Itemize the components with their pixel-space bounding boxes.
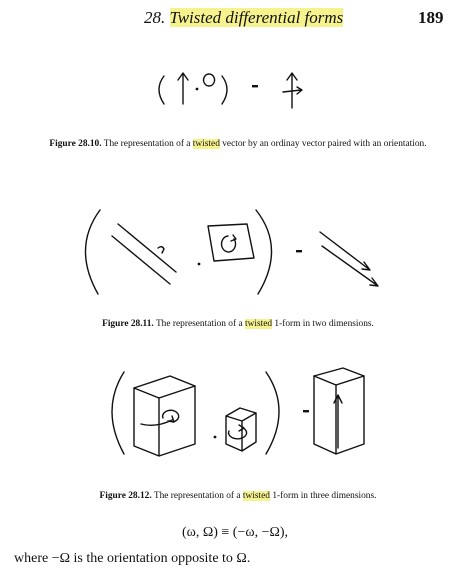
- orientation-circle-icon: [204, 74, 215, 86]
- figure-28-11-caption: Figure 28.11. The representation of a twisted 1-form in two dimensions.: [102, 319, 374, 329]
- pairing-dot: [198, 263, 201, 266]
- prism-top: [134, 376, 195, 398]
- chapter-title: Twisted differential forms: [169, 8, 344, 27]
- twisted-line-1: [320, 232, 370, 270]
- orientation-arrow-icon: [222, 235, 236, 252]
- figure-28-10-drawing: [0, 56, 470, 116]
- right-paren: [266, 372, 279, 454]
- orientation-square: [208, 224, 254, 261]
- vector-arrow-icon: [178, 73, 188, 104]
- twisted-prism-walls: [314, 376, 364, 454]
- left-paren: [159, 76, 164, 104]
- right-paren: [256, 210, 272, 294]
- body-paragraph: where −Ω is the orientation opposite to Ω.: [14, 551, 251, 566]
- twisted-line-2: [322, 246, 378, 286]
- right-paren: [222, 76, 227, 104]
- equals-mark: [296, 250, 302, 252]
- figure-28-12-drawing: [0, 358, 470, 468]
- line-tick-mark: [158, 247, 164, 253]
- figure-28-12-caption: Figure 28.12. The representation of a twisted 1-form in three dimensions.: [99, 491, 377, 501]
- equals-mark: [252, 85, 258, 87]
- left-paren: [112, 372, 124, 454]
- chapter-number: 28.: [144, 8, 166, 27]
- left-paren: [85, 210, 100, 294]
- figure-28-11-drawing: [0, 198, 470, 308]
- twisted-prism-arrow-icon: [334, 395, 342, 448]
- running-header: [144, 8, 343, 28]
- pairing-dot: [196, 88, 199, 91]
- equals-mark: [303, 410, 309, 412]
- cube-orientation-arrow-icon: [229, 425, 247, 439]
- pairing-dot: [214, 436, 217, 439]
- equation: (ω, Ω) ≡ (−ω, −Ω),: [181, 525, 289, 540]
- page-number: 189: [418, 8, 444, 27]
- twisted-prism-top: [314, 368, 364, 385]
- figure-28-10-caption: Figure 28.10. The representation of a twisted vector by an ordinay vector paired with an orientation.: [49, 139, 427, 149]
